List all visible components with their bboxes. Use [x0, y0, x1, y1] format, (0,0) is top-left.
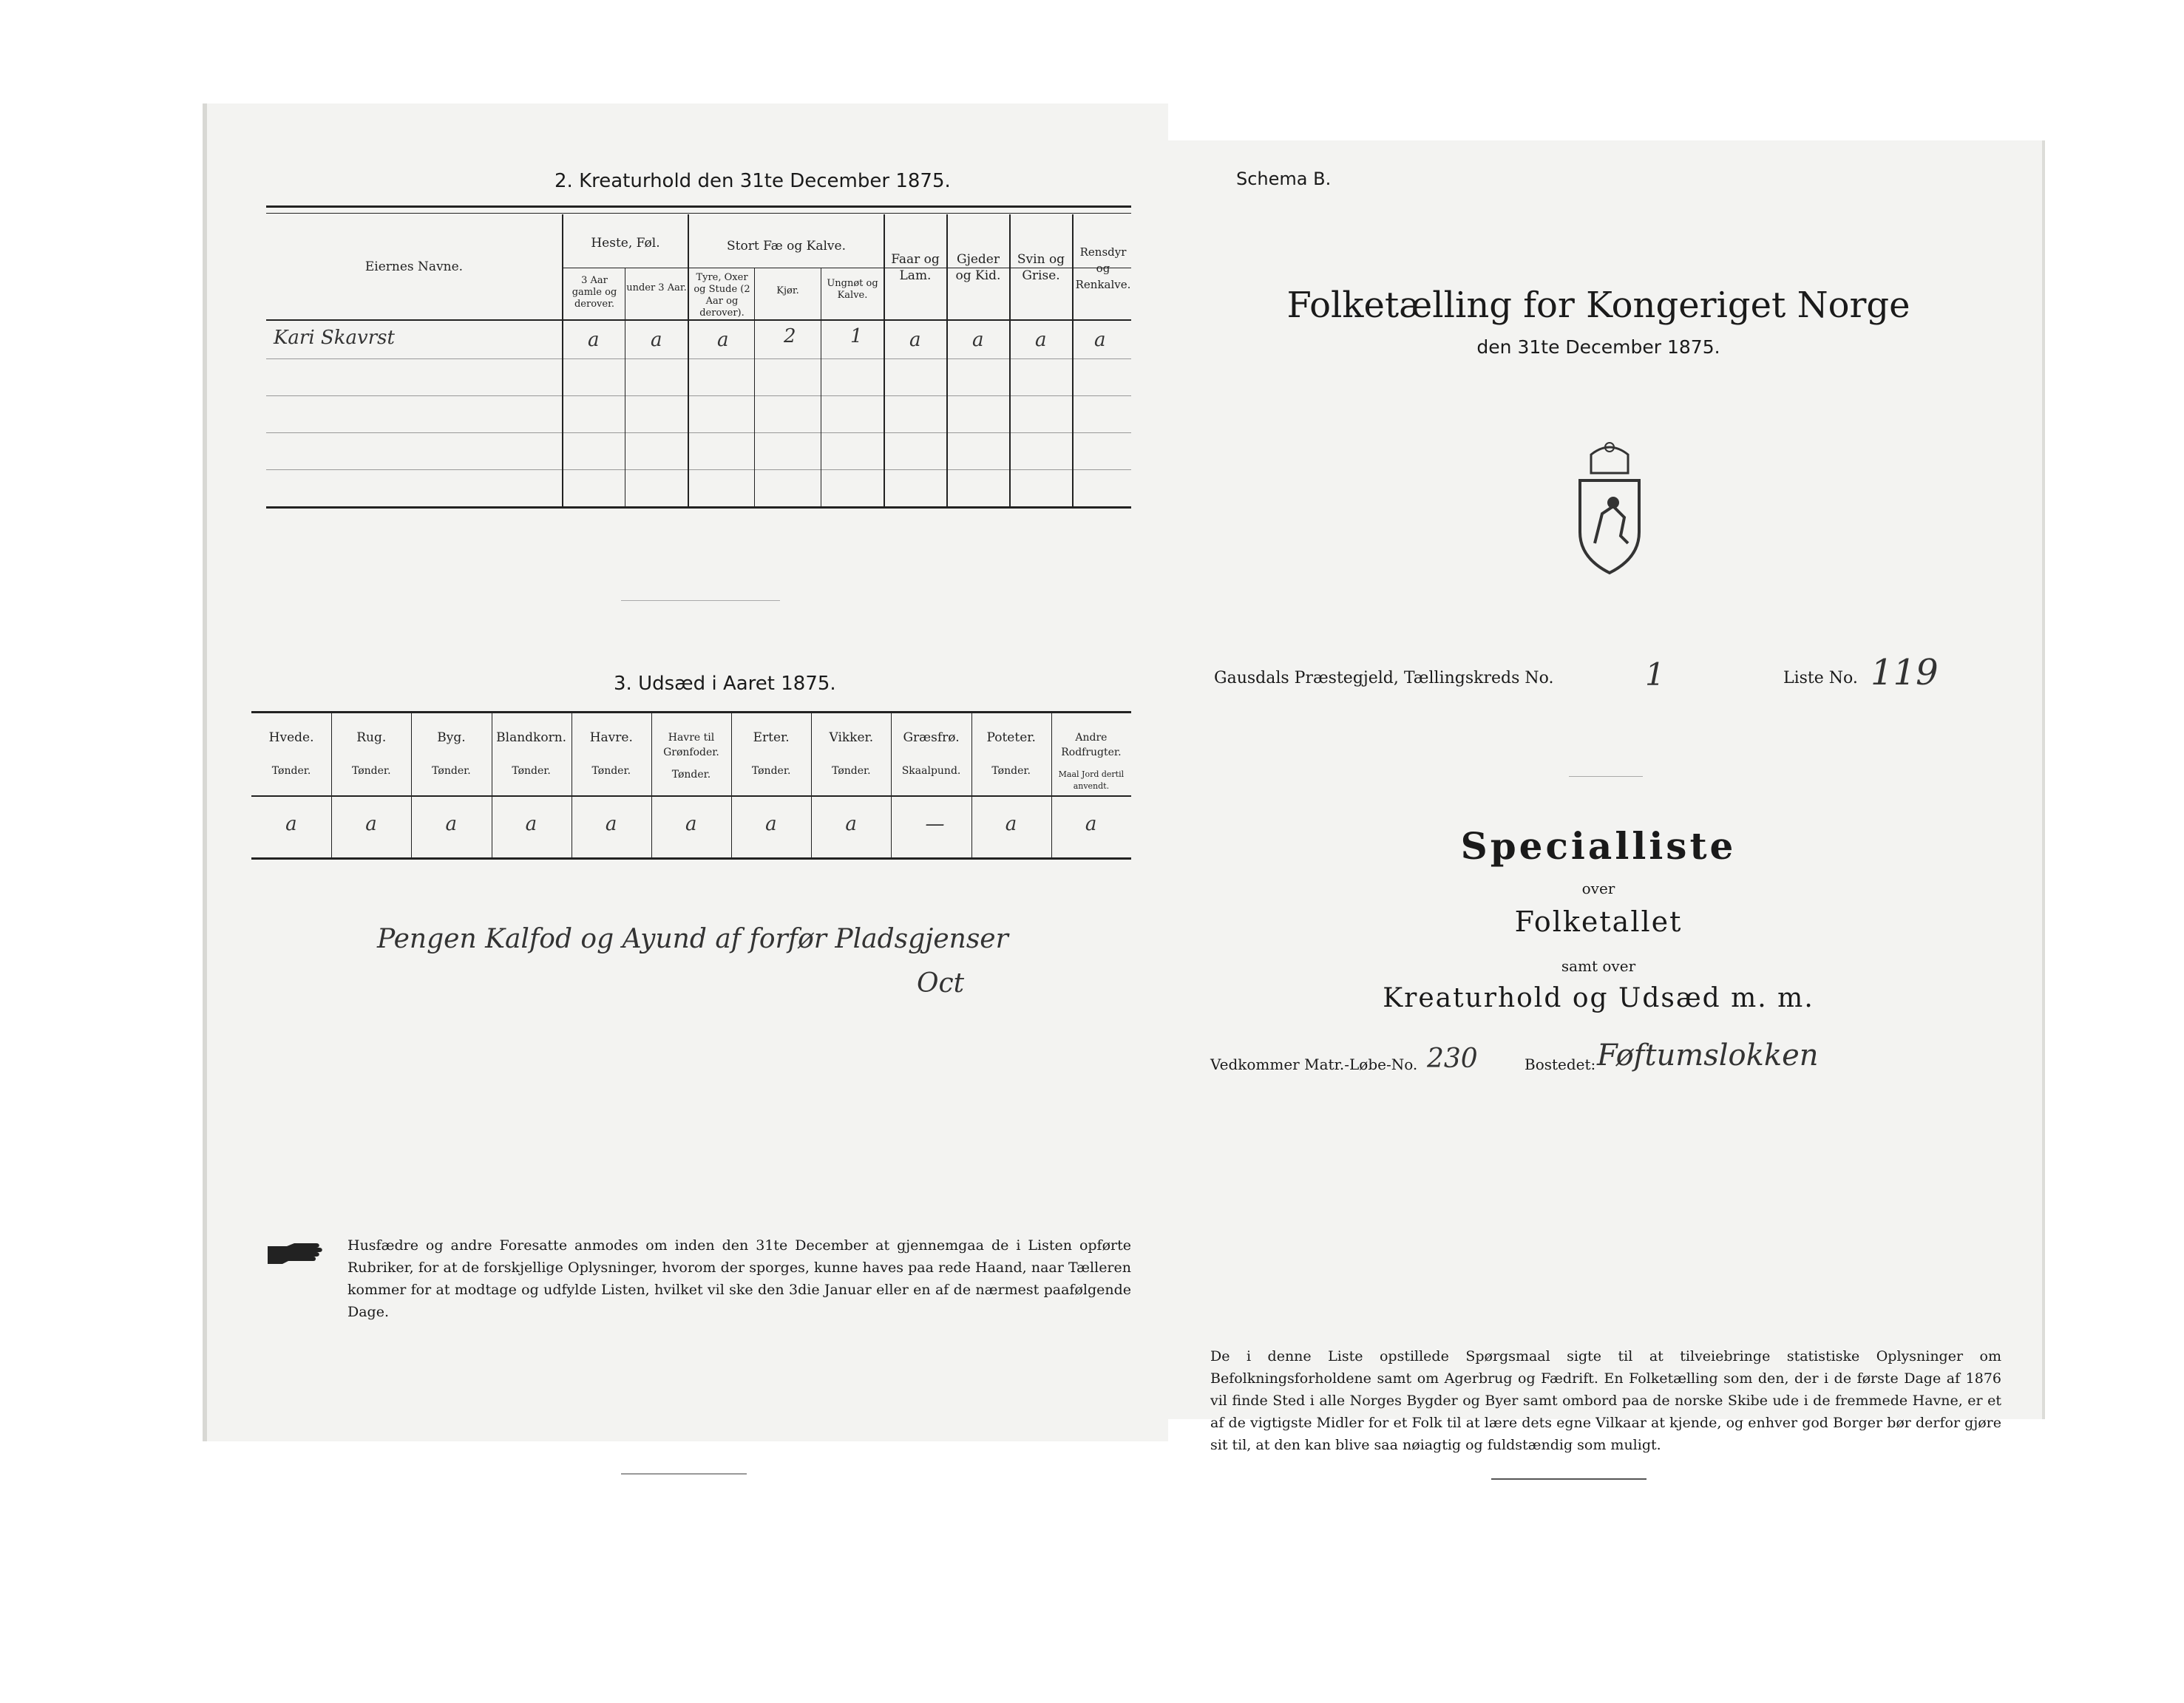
table3-col-unit: Skaalpund.	[901, 765, 961, 777]
table3-col-unit: Tønder.	[432, 765, 471, 777]
table2-col-divider	[562, 214, 563, 506]
value-cows: 2	[784, 325, 796, 347]
table3-col-unit: Tønder.	[671, 769, 711, 781]
value-bulls: a	[717, 329, 729, 351]
table3-bottom-rule	[251, 857, 1131, 860]
bosted-label: Bostedet:	[1525, 1056, 1596, 1073]
table3-value: a	[765, 813, 777, 835]
table3-col-header: Rug.	[356, 730, 387, 745]
table2-row-rule-2	[266, 395, 1131, 396]
table3-value: a	[1005, 813, 1017, 835]
table3-value: a	[845, 813, 857, 835]
table2-row-rule-1	[266, 358, 1131, 359]
table3-col-unit: Tønder.	[591, 765, 631, 777]
main-title: Folketælling for Kongeriget Norge	[1286, 285, 1910, 326]
list-number: 119	[1871, 652, 1939, 693]
matr-label: Vedkommer Matr.-Løbe-No.	[1210, 1056, 1418, 1073]
handwritten-note-line1: Pengen Kalfod og Ayund af forfør Pladsgjenser	[377, 924, 1008, 954]
owner-name: Kari Skavrst	[274, 327, 395, 349]
samt-over-text: samt over	[1561, 957, 1636, 975]
value-goats: a	[972, 329, 984, 351]
table3-col-unit: Tønder.	[991, 765, 1031, 777]
specialliste-heading: Specialliste	[1460, 824, 1737, 868]
header-cattle-sub3: Ungnøt og Kalve.	[827, 278, 878, 301]
footnote-text: Husfædre og andre Foresatte anmodes om inden den 31te December at gjennemgaa de i Listen opførte Rubriker, for at de forskjellige Oplysninger, hvorom der sporges, kunne haves paa rede Haand, naar Tælleren kommer for at modtage og udfylde Listen, hvilket vil ske den 3die Januar eller en af de nærmest paafølgende Dage.	[347, 1237, 1131, 1320]
bosted-value: Føftumslokken	[1597, 1039, 1819, 1073]
value-reindeer: a	[1094, 329, 1106, 351]
value-horses-young: a	[651, 329, 662, 351]
over-text-1: over	[1581, 880, 1615, 897]
table3-col-unit: Tønder.	[512, 765, 551, 777]
table3-value: a	[525, 813, 537, 835]
header-horses-sub2: under 3 Aar.	[626, 282, 687, 293]
table3-col-unit: Tønder.	[351, 765, 391, 777]
header-horses-sub1: 3 Aar gamle og derover.	[572, 275, 617, 310]
header-horses: Heste, Føl.	[591, 236, 660, 251]
header-pigs: Svin og Grise.	[1017, 252, 1065, 283]
parish-label: Gausdals Præstegjeld, Tællingskreds No.	[1214, 669, 1554, 687]
divider-bottom	[621, 1473, 747, 1475]
table3-col-unit: Maal Jord dertil anvendt.	[1058, 769, 1125, 791]
table3-value: a	[445, 813, 457, 835]
table3-col-header: Vikker.	[829, 730, 874, 745]
table3-value: a	[605, 813, 617, 835]
table2-top-rule	[266, 205, 1131, 208]
divider-short	[621, 600, 780, 601]
pointing-hand-icon	[266, 1240, 336, 1270]
table3-col-header: Andre Rodfrugter.	[1061, 732, 1122, 758]
table3-value: a	[685, 813, 697, 835]
table3-value: a	[1085, 813, 1097, 835]
table3-col-header: Havre.	[589, 730, 633, 745]
left-page	[207, 103, 1168, 1441]
table3-col-header: Havre til Grønfoder.	[663, 732, 719, 758]
table3-col-unit: Tønder.	[832, 765, 871, 777]
coat-of-arms-icon	[1569, 440, 1650, 577]
header-reindeer: Rensdyr og Renkalve.	[1075, 245, 1131, 291]
value-pigs: a	[1035, 329, 1047, 351]
schema-label: Schema B.	[1236, 169, 1332, 189]
matr-number: 230	[1427, 1044, 1478, 1074]
table2-header-rule	[266, 319, 1131, 321]
value-horses-old: a	[588, 329, 600, 351]
info-text: De i denne Liste opstillede Spørgsmaal sigte til at tilveiebringe statistiske Oplysninger om Befolkningsforholdene samt om Agerbrug og Fædrift. En Folketælling som den, der i de første Dage af 1876 vil finde Sted i alle Norges Bygder og Byer samt ombord paa de norske Skibe ude i de fremmede Havne, er et af de vigtigste Midler for et Folk til at lære dets egne Vilkaar at kjende, og enhver god Borger bør derfor gjøre sit til, at den kan blive saa nøiagtig og fuldstændig som muligt.	[1210, 1348, 2001, 1453]
table2-row-rule-4	[266, 469, 1131, 470]
kreaturhold-heading: Kreaturhold og Udsæd m. m.	[1383, 983, 1814, 1013]
table3-value: —	[925, 813, 945, 835]
table3-value: a	[285, 813, 297, 835]
table3-col-unit: Tønder.	[751, 765, 791, 777]
table3-top-rule	[251, 711, 1131, 713]
table3-col-header: Blandkorn.	[496, 730, 567, 745]
table2-bottom-rule	[266, 506, 1131, 509]
header-cattle-sub2: Kjør.	[776, 285, 799, 296]
header-goats: Gjeder og Kid.	[955, 252, 1001, 283]
folketallet-heading: Folketallet	[1514, 905, 1683, 938]
header-cattle-sub1: Tyre, Oxer og Stude (2 Aar og derover).	[693, 272, 750, 319]
list-label: Liste No.	[1783, 669, 1858, 687]
table3-value: a	[365, 813, 377, 835]
table3-col-header: Hvede.	[268, 730, 314, 745]
table3-col-header: Byg.	[437, 730, 466, 745]
table2-row-rule-3	[266, 432, 1131, 433]
value-young-cattle: 1	[850, 325, 863, 347]
divider-short	[1569, 776, 1643, 777]
district-number: 1	[1645, 656, 1665, 693]
table3-col-header: Græsfrø.	[903, 730, 960, 745]
header-cattle: Stort Fæ og Kalve.	[727, 239, 846, 254]
table2-top-rule-thin	[266, 213, 1131, 214]
main-subtitle: den 31te December 1875.	[1476, 336, 1720, 358]
table3-col-header: Erter.	[753, 730, 790, 745]
right-page	[1155, 140, 2042, 1453]
header-owner: Eiernes Navne.	[364, 259, 464, 274]
divider-bottom	[1491, 1478, 1647, 1480]
value-sheep: a	[909, 329, 921, 351]
section3-title: 3. Udsæd i Aaret 1875.	[614, 673, 836, 695]
header-sheep: Faar og Lam.	[891, 252, 940, 283]
table3-col-unit: Tønder.	[271, 765, 311, 777]
table3-header-rule	[251, 795, 1131, 797]
section2-title: 2. Kreaturhold den 31te December 1875.	[555, 170, 951, 192]
table3-col-header: Poteter.	[986, 730, 1036, 745]
table2-col-divider	[688, 214, 689, 506]
census-spread	[185, 103, 2048, 1453]
table2-col-divider	[754, 268, 755, 506]
handwritten-note-line2: Oct	[917, 968, 965, 999]
